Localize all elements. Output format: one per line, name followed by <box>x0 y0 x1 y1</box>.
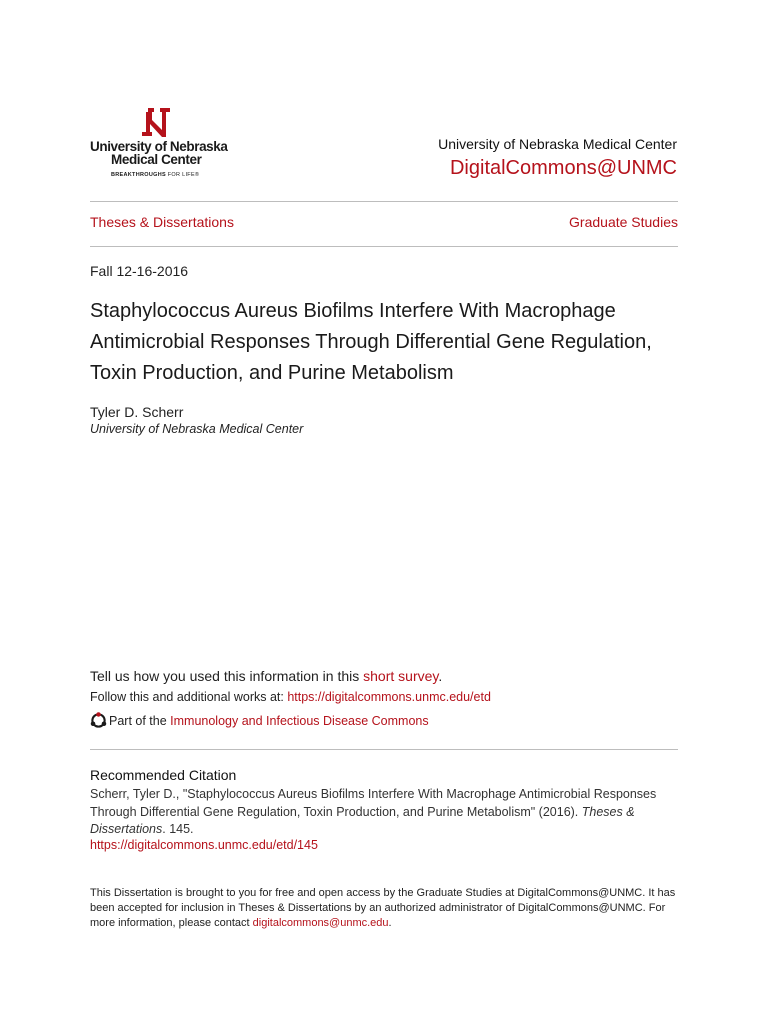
document-title <box>90 296 680 389</box>
footer-notice: This Dissertation is brought to you for free and open access by the Graduate Studies at DigitalCommons@UNMC. It has been accepted for inclusion in Theses & Dissertations by an authorized administrator of DigitalCommons@UNMC. For more information, please contact digitalcommons@unmc.edu. <box>90 887 676 929</box>
follow-line: Follow this and additional works at: https://digitalcommons.unmc.edu/etd <box>90 690 491 704</box>
graduate-studies-link[interactable]: Graduate Studies <box>569 214 678 230</box>
divider <box>90 201 678 202</box>
logo-tagline: BREAKTHROUGHS FOR LIFE® <box>111 172 200 178</box>
short-survey-link[interactable]: short survey <box>363 668 439 684</box>
survey-line: Tell us how you used this information in this short survey. <box>90 668 443 684</box>
logo-university-text: University of Nebraska <box>90 139 228 154</box>
author-name: Tyler D. Scherr <box>90 404 184 420</box>
title-line: Antimicrobial Responses Through Differential Gene Regulation, <box>90 331 652 353</box>
title-line: Toxin Production, and Purine Metabolism <box>90 362 454 384</box>
nebraska-n-logo-icon <box>140 106 172 138</box>
header-institution-block <box>438 136 677 180</box>
divider <box>90 749 678 750</box>
commons-network-icon <box>90 712 107 729</box>
citation-text: Scherr, Tyler D., "Staphylococcus Aureus Biofilms Interfere With Macrophage Antimicrobial Responses Through Differential Gene Regulation, Toxin Production, and Purine Metabolism" (2016). Theses & Dissertations. 145. <box>90 787 657 836</box>
citation-heading: Recommended Citation <box>90 767 237 783</box>
citation-url-link[interactable]: https://digitalcommons.unmc.edu/etd/145 <box>90 838 318 852</box>
part-of-line: Part of the Immunology and Infectious Disease Commons <box>90 712 429 732</box>
etd-collection-link[interactable]: https://digitalcommons.unmc.edu/etd <box>287 690 491 704</box>
immunology-commons-link[interactable]: Immunology and Infectious Disease Commons <box>170 714 429 728</box>
logo-medical-center-text: Medical Center <box>111 152 202 167</box>
title-line: Staphylococcus Aureus Biofilms Interfere With Macrophage <box>90 300 616 322</box>
theses-dissertations-link[interactable]: Theses & Dissertations <box>90 214 234 230</box>
unmc-logo <box>90 106 230 182</box>
author-affiliation: University of Nebraska Medical Center <box>90 422 304 436</box>
divider <box>90 246 678 247</box>
contact-email-link[interactable]: digitalcommons@unmc.edu <box>252 917 389 929</box>
repository-link[interactable]: DigitalCommons@UNMC <box>449 157 677 179</box>
institution-name: University of Nebraska Medical Center <box>438 136 677 152</box>
publication-date: Fall 12-16-2016 <box>90 263 189 279</box>
